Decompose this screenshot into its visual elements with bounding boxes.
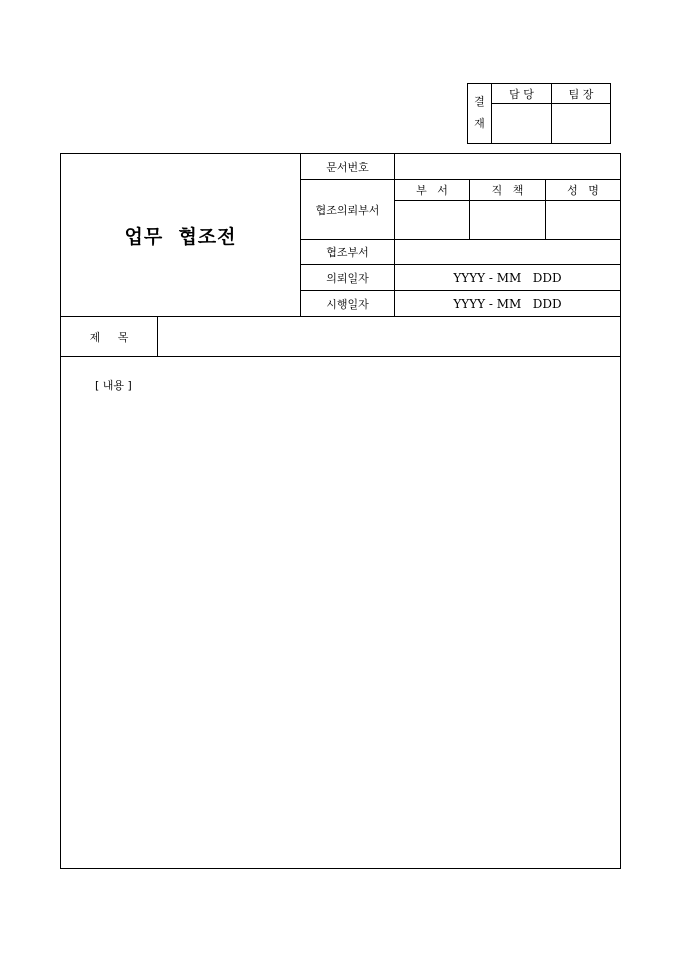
approval-sign-team-lead[interactable] [552,104,610,143]
approval-label-bottom: 재 [474,117,485,130]
form-border-bottom [60,868,621,869]
content-label: [ 내용 ] [95,379,132,392]
coop-dept-label: 협조부서 [326,246,369,259]
content-area[interactable] [61,357,620,868]
request-dept-label: 협조의뢰부서 [315,203,380,217]
approval-col-manager: 담 당 [509,87,534,101]
approval-sign-manager[interactable] [492,104,551,143]
request-date-value[interactable]: YYYY - MM DDD [453,270,562,285]
doc-number-field[interactable] [395,154,620,179]
exec-date-label: 시행일자 [326,297,369,311]
request-dept-field[interactable] [395,201,469,239]
form-border-right [620,153,621,869]
approval-col-team-lead: 팀 장 [568,87,594,101]
request-position-field[interactable] [470,201,545,239]
form-title: 업무 협조전 [124,225,237,248]
request-date-label: 의뢰일자 [326,271,369,285]
exec-date-value[interactable]: YYYY - MM DDD [453,296,562,311]
doc-number-label: 문서번호 [326,160,369,174]
subject-field[interactable] [158,317,620,356]
sub-name-label: 성 명 [567,184,599,197]
approval-border-right [610,83,611,144]
sub-position-label: 직 책 [491,184,524,197]
approval-border-bottom [467,143,611,144]
request-name-field[interactable] [546,201,620,239]
approval-label-top: 결 [474,95,485,108]
subject-label: 제 목 [89,330,129,344]
sub-dept-label: 부 서 [416,184,448,197]
coop-dept-field[interactable] [395,240,620,264]
